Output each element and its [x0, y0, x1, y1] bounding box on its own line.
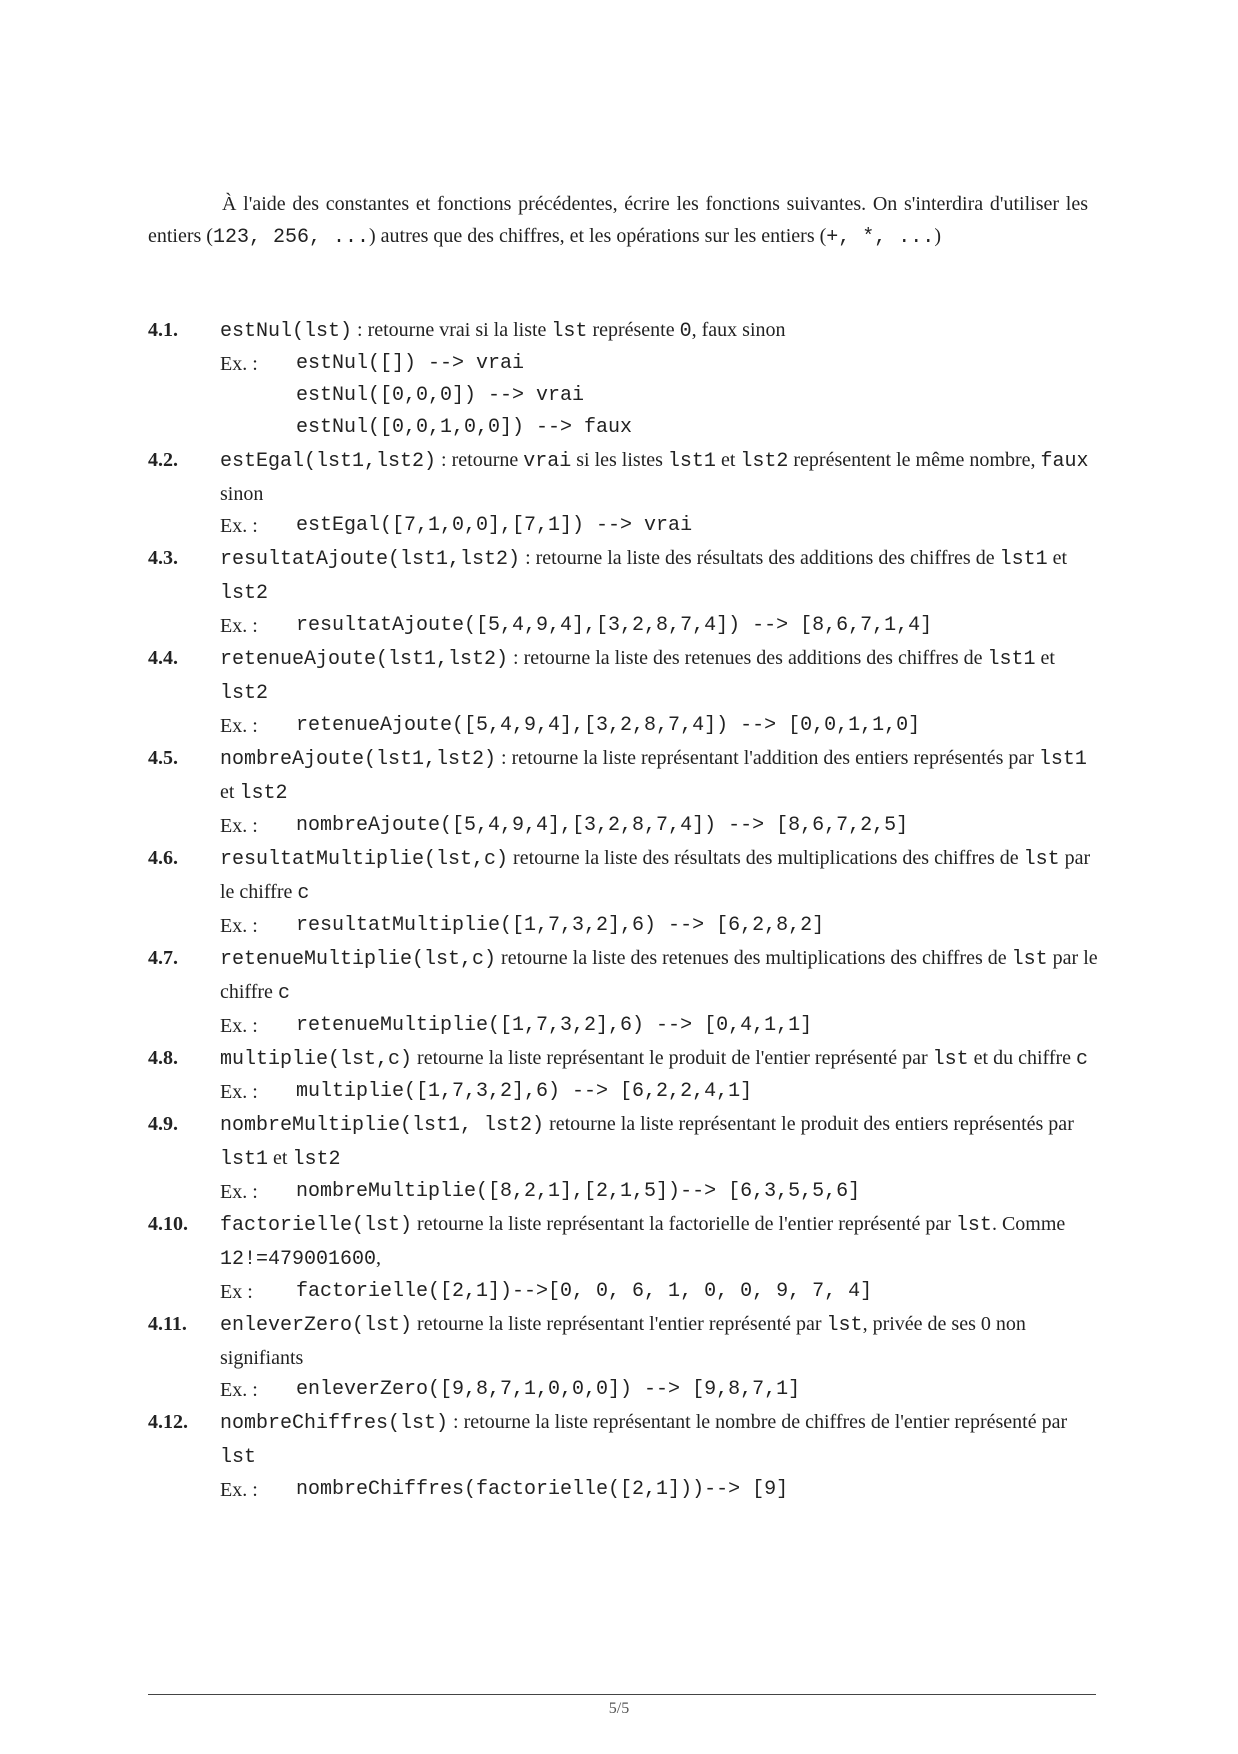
code-fragment: resultatMultiplie(lst,c): [220, 848, 509, 871]
exercise-number: 4.9.: [148, 1113, 178, 1135]
code-fragment: lst: [1023, 848, 1060, 871]
text-fragment: représente: [587, 319, 680, 341]
code-fragment: lst1: [987, 648, 1036, 671]
exercise-item: [148, 1406, 1098, 1506]
exercise-list: [148, 314, 1098, 1506]
code-fragment: faux: [1040, 450, 1089, 473]
code-fragment: lst2: [239, 782, 288, 805]
intro-code-1: 123, 256, ...: [212, 226, 370, 249]
exercise-description: [220, 1042, 1098, 1076]
example-block: [220, 1010, 1098, 1042]
exercise-item: [148, 642, 1098, 742]
intro-paragraph: [148, 188, 1088, 254]
text-fragment: et: [220, 781, 240, 803]
exercise-body: [220, 842, 1098, 942]
exercise-number: 4.2.: [148, 449, 178, 471]
exercise-item: [148, 942, 1098, 1042]
code-fragment: lst2: [220, 582, 269, 605]
code-fragment: estEgal(lst1,lst2): [220, 450, 437, 473]
exercise-number: 4.1.: [148, 319, 178, 341]
exercise-item: [148, 1108, 1098, 1208]
exercise-body: [220, 1406, 1098, 1506]
code-fragment: lst2: [220, 682, 269, 705]
example-code-line: enleverZero([9,8,7,1,0,0,0]) --> [9,8,7,1]: [296, 1378, 801, 1401]
exercise-body: [220, 542, 1098, 642]
intro-text-2: ) autres que des chiffres, et les opérations sur les entiers (: [369, 225, 827, 247]
code-fragment: resultatAjoute(lst1,lst2): [220, 548, 521, 571]
intro-text-1: À l'aide des constantes et fonctions précédentes, écrire les fonctions suivantes. On s'interdira d'utiliser les entiers (: [148, 193, 1088, 247]
example-code-line: estEgal([7,1,0,0],[7,1]) --> vrai: [296, 514, 693, 537]
code-fragment: lst: [220, 1446, 257, 1469]
intro-code-2: +, *, ...: [826, 226, 935, 249]
exercise-body: [220, 942, 1098, 1042]
exercise-body: [220, 444, 1098, 542]
exercise-description: [220, 1406, 1098, 1474]
code-fragment: lst1: [1038, 748, 1087, 771]
text-fragment: et: [268, 1147, 293, 1169]
exercise-body: [220, 1042, 1098, 1108]
code-fragment: c: [277, 982, 290, 1005]
exercise-description: [220, 842, 1098, 910]
text-fragment: et: [715, 449, 741, 471]
text-fragment: et du chiffre: [968, 1047, 1077, 1069]
example-label: Ex. :: [220, 615, 258, 637]
exercise-number: 4.11.: [148, 1313, 187, 1335]
exercise-item: [148, 742, 1098, 842]
text-fragment: et: [1035, 647, 1055, 669]
example-block: [220, 510, 1098, 542]
code-fragment: nombreAjoute(lst1,lst2): [220, 748, 497, 771]
text-fragment: . Comme: [991, 1213, 1066, 1235]
example-block: [220, 710, 1098, 742]
example-label: Ex. :: [220, 1181, 258, 1203]
exercise-description: [220, 542, 1098, 610]
example-block: [220, 1374, 1098, 1406]
code-fragment: lst: [932, 1048, 969, 1071]
code-fragment: multiplie(lst,c): [220, 1048, 413, 1071]
text-fragment: retourne la liste des résultats des multiplications des chiffres de: [508, 847, 1024, 869]
exercise-number: 4.6.: [148, 847, 178, 869]
example-label: Ex. :: [220, 1081, 258, 1103]
code-fragment: lst: [955, 1214, 992, 1237]
example-block: [220, 1474, 1098, 1506]
example-code-line: nombreMultiplie([8,2,1],[2,1,5])--> [6,3,5,5,6]: [296, 1180, 861, 1203]
code-fragment: lst1: [220, 1148, 269, 1171]
text-fragment: si les listes: [571, 449, 668, 471]
text-fragment: ,: [376, 1247, 382, 1269]
exercise-body: [220, 1208, 1098, 1308]
example-label: Ex. :: [220, 715, 258, 737]
exercise-item: [148, 842, 1098, 942]
code-fragment: enleverZero(lst): [220, 1314, 413, 1337]
exercise-number: 4.12.: [148, 1411, 188, 1433]
code-fragment: vrai: [523, 450, 572, 473]
code-fragment: nombreMultiplie(lst1, lst2): [220, 1114, 545, 1137]
example-code-line: factorielle([2,1])-->[0, 0, 6, 1, 0, 0, 9, 7, 4]: [296, 1280, 873, 1303]
text-fragment: retourne la liste représentant l'entier représenté par: [412, 1313, 827, 1335]
example-code-line: nombreChiffres(factorielle([2,1]))--> [9]: [296, 1478, 789, 1501]
code-fragment: retenueAjoute(lst1,lst2): [220, 648, 509, 671]
example-code-line: estNul([]) --> vrai: [296, 352, 525, 375]
exercise-number: 4.8.: [148, 1047, 178, 1069]
code-fragment: estNul(lst): [220, 320, 353, 343]
text-fragment: sinon: [220, 483, 264, 505]
example-label: Ex :: [220, 1281, 253, 1303]
exercise-description: [220, 1108, 1098, 1176]
example-code-line: estNul([0,0,0]) --> vrai: [296, 384, 585, 407]
example-block: [220, 610, 1098, 642]
example-code-line: estNul([0,0,1,0,0]) --> faux: [296, 416, 633, 439]
text-fragment: retourne la liste des retenues des multiplications des chiffres de: [496, 947, 1012, 969]
example-label: Ex. :: [220, 515, 258, 537]
text-fragment: , faux sinon: [691, 319, 786, 341]
exercise-number: 4.3.: [148, 547, 178, 569]
example-block: [220, 910, 1098, 942]
text-fragment: par le chiffre: [220, 947, 1098, 1003]
text-fragment: retourne la liste représentant le produit des entiers représentés par: [544, 1113, 1074, 1135]
exercise-body: [220, 1108, 1098, 1208]
exercise-description: [220, 444, 1098, 510]
exercise-description: [220, 1308, 1098, 1374]
text-fragment: : retourne la liste représentant l'addition des entiers représentés par: [496, 747, 1039, 769]
example-block: [220, 348, 1098, 444]
example-code-line: resultatMultiplie([1,7,3,2],6) --> [6,2,8,2]: [296, 914, 825, 937]
exercise-description: [220, 314, 1098, 348]
exercise-item: [148, 1308, 1098, 1406]
exercise-description: [220, 742, 1098, 810]
exercise-number: 4.10.: [148, 1213, 188, 1235]
example-label: Ex. :: [220, 1015, 258, 1037]
text-fragment: : retourne: [436, 449, 524, 471]
code-fragment: c: [297, 882, 310, 905]
text-fragment: : retourne la liste des retenues des additions des chiffres de: [508, 647, 988, 669]
code-fragment: factorielle(lst): [220, 1214, 413, 1237]
exercise-item: [148, 542, 1098, 642]
example-code-line: retenueAjoute([5,4,9,4],[3,2,8,7,4]) --> [0,0,1,1,0]: [296, 714, 921, 737]
code-fragment: lst1: [999, 548, 1048, 571]
example-label: Ex. :: [220, 915, 258, 937]
page-number: 5/5: [608, 1700, 630, 1717]
exercise-description: [220, 1208, 1098, 1276]
text-fragment: : retourne vrai si la liste: [352, 319, 552, 341]
example-code-line: nombreAjoute([5,4,9,4],[3,2,8,7,4]) --> [8,6,7,2,5]: [296, 814, 909, 837]
exercise-body: [220, 1308, 1098, 1406]
code-fragment: lst1: [667, 450, 716, 473]
exercise-item: [148, 314, 1098, 444]
code-fragment: c: [1076, 1048, 1089, 1071]
exercise-item: [148, 1042, 1098, 1108]
text-fragment: retourne la liste représentant le produit de l'entier représenté par: [412, 1047, 933, 1069]
text-fragment: , privée de ses 0 non signifiants: [220, 1313, 1026, 1369]
code-fragment: lst2: [740, 450, 789, 473]
example-block: [220, 1076, 1098, 1108]
exercise-item: [148, 1208, 1098, 1308]
footer-divider: [148, 1694, 1096, 1695]
example-label: Ex. :: [220, 1479, 258, 1501]
code-fragment: 0: [679, 320, 692, 343]
code-fragment: 12!=479001600: [220, 1248, 377, 1271]
exercise-number: 4.7.: [148, 947, 178, 969]
code-fragment: lst: [551, 320, 588, 343]
intro-text-3: ): [934, 225, 941, 247]
exercise-number: 4.5.: [148, 747, 178, 769]
text-fragment: représentent le même nombre,: [788, 449, 1041, 471]
text-fragment: : retourne la liste représentant le nombre de chiffres de l'entier représenté par: [448, 1411, 1068, 1433]
code-fragment: nombreChiffres(lst): [220, 1412, 449, 1435]
example-block: [220, 1176, 1098, 1208]
exercise-body: [220, 742, 1098, 842]
example-label: Ex. :: [220, 353, 258, 375]
code-fragment: lst: [1011, 948, 1048, 971]
exercise-description: [220, 642, 1098, 710]
example-block: [220, 1276, 1098, 1308]
exercise-item: [148, 444, 1098, 542]
example-block: [220, 810, 1098, 842]
exercise-body: [220, 314, 1098, 444]
code-fragment: lst2: [292, 1148, 341, 1171]
example-code-line: resultatAjoute([5,4,9,4],[3,2,8,7,4]) --> [8,6,7,1,4]: [296, 614, 933, 637]
text-fragment: : retourne la liste des résultats des additions des chiffres de: [520, 547, 1000, 569]
text-fragment: retourne la liste représentant la factorielle de l'entier représenté par: [412, 1213, 956, 1235]
code-fragment: retenueMultiplie(lst,c): [220, 948, 497, 971]
example-label: Ex. :: [220, 815, 258, 837]
example-label: Ex. :: [220, 1379, 258, 1401]
exercise-number: 4.4.: [148, 647, 178, 669]
example-code-line: retenueMultiplie([1,7,3,2],6) --> [0,4,1,1]: [296, 1014, 813, 1037]
exercise-body: [220, 642, 1098, 742]
exercise-description: [220, 942, 1098, 1010]
text-fragment: et: [1047, 547, 1068, 569]
code-fragment: lst: [826, 1314, 863, 1337]
text-fragment: par le chiffre: [220, 847, 1091, 903]
example-code-line: multiplie([1,7,3,2],6) --> [6,2,2,4,1]: [296, 1080, 753, 1103]
